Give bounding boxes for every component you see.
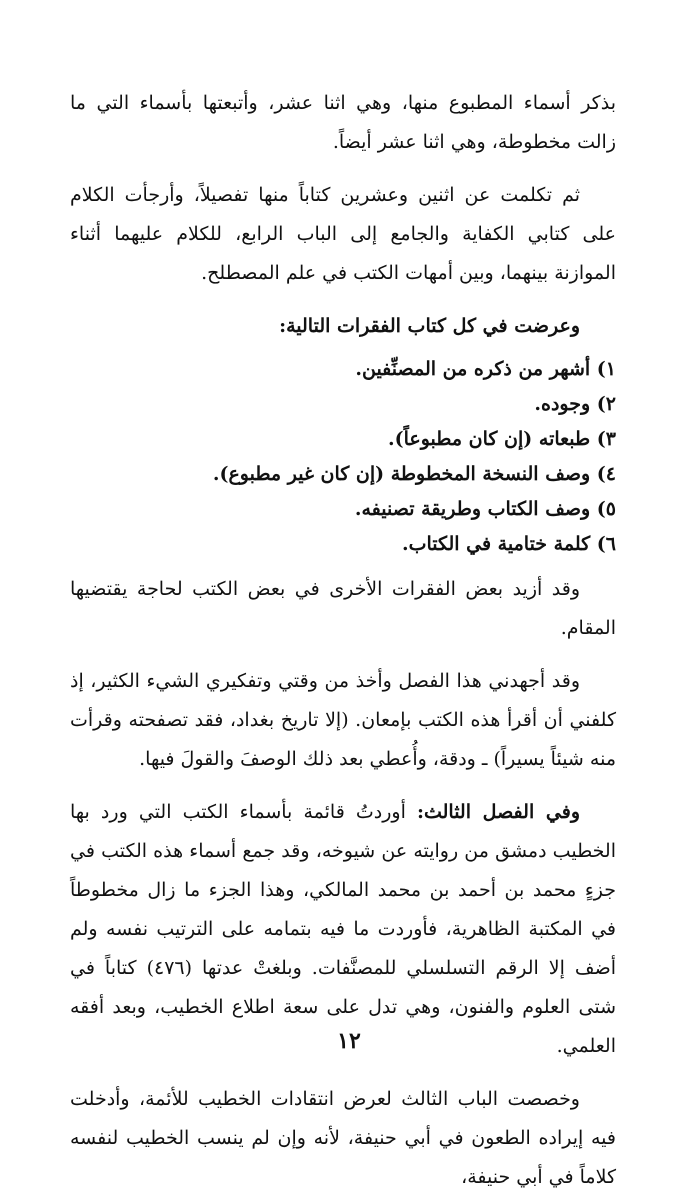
list-item: ٦) كلمة ختامية في الكتاب. [401,533,616,555]
paragraph-7: وخصصت الباب الثالث لعرض انتقادات الخطيب للأئمة، وأدخلت فيه إيراده الطعون في أبي حنيفة، لأنه وإن لم ينسب الخطيب لنفسه كلاماً في أبي حنيفة، [70,1088,616,1188]
items-list [70,352,616,562]
paragraph-2: ثم تكلمت عن اثنين وعشرين كتاباً منها تفصيلاً، وأرجأت الكلام على كتابي الكفاية والجامع إلى الباب الرابع، للكلام عليهما أثناء الموازنة بينهما، وبين أمهات الكتب في علم المصطلح. [70,184,616,284]
list-item: ٣) طبعاته (إن كان مطبوعاً). [387,428,616,450]
paragraph-6-body: أوردتُ قائمة بأسماء الكتب التي ورد بها الخطيب دمشق من روايته عن شيوخه، وقد جمع أسماء هذه الكتب في جزءٍ محمد بن أحمد بن محمد المالكي، وهذا الجزء ما زال مخطوطاً في المكتبة الظاهرية، فأوردت ما فيه بتمامه على الترتيب نفسه ولم أضف إلا الرقم التسلسلي للمصنَّفات. وبلغتْ عدتها (٤٧٦) كتاباً في شتى العلوم والفنون، وهي تدل على سعة اطلاع الخطيب، وبعد أفقه العلمي. [70,801,616,1057]
paragraph-4: وقد أزيد بعض الفقرات الأخرى في بعض الكتب لحاجة يقتضيها المقام. [70,578,616,639]
list-item: ٢) وجوده. [534,393,616,415]
paragraph-6 [70,793,616,1066]
list-item: ٥) وصف الكتاب وطريقة تصنيفه. [354,498,616,520]
paragraph-1: بذكر أسماء المطبوع منها، وهي اثنا عشر، وأتبعتها بأسماء التي ما زالت مخطوطة، وهي اثنا عشر أيضاً. [70,92,616,153]
list-item: ١) أشهر من ذكره من المصنِّفين. [355,358,616,380]
paragraph-6-lead: وفي الفصل الثالث: [416,801,580,823]
list-item: ٤) وصف النسخة المخطوطة (إن كان غير مطبوع). [212,463,616,485]
paragraph-3: وعرضت في كل كتاب الفقرات التالية: [279,315,580,337]
paragraph-5: وقد أجهدني هذا الفصل وأخذ من وقتي وتفكيري الشيء الكثير، إذ كلفني أن أقرأ هذه الكتب بإمعان. (إلا تاريخ بغداد، فقد تصفحته وقرأت منه شيئاً يسيراً) ـ ودقة، وأُعطي بعد ذلك الوصفَ والقولَ فيها. [70,670,616,770]
page-number: ١٢ [337,1028,361,1054]
